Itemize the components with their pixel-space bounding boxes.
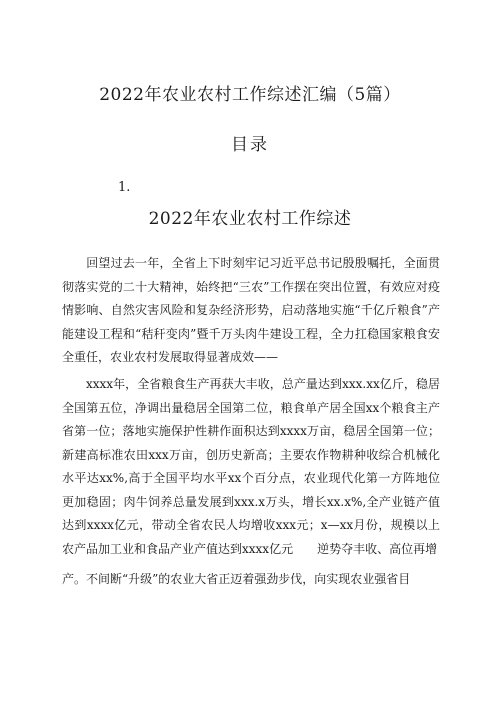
paragraph-continuation: [62, 568, 440, 592]
document-title: 2022年农业农村工作综述汇编（5篇）: [99, 85, 401, 105]
paragraph-statistics-text: xxxx年，全省粮食生产再获大丰收，总产量达到xxx.xx亿斤，稳居全国第五位，净调出量稳居全国第二位，粮食单产居全国xx个粮食主产省第一位；落地实施保护性耕作面积达到xxxx万亩，稳居全国第一位；新建高标准农田xxx万亩，创历史新高；主要农作物耕种收综合机械化水平达xx%,高于全国平均水平xx个百分点，农业现代化第一方阵地位更加稳固；肉牛饲养总量发展到xxx.x万头，增长xx.x%,全产业链产值达到xxxx亿元，带动全省农民人均增收xxx元；x—xx月份，规模以上农产品加工业和食品产业产值达到xxxx亿元 逆势夺丰收、高位再增: [62, 377, 440, 556]
paragraph-intro: [62, 252, 440, 370]
paragraph-intro-text: 回望过去一年，全省上下时刻牢记习近平总书记殷殷嘱托，全面贯彻落实党的二十大精神，始终把“三农”工作摆在突出位置，有效应对疫情影响、自然灾害风险和复杂经济形势，启动落地实施“千亿斤粮食”产能建设工程和“秸秆变肉”暨千万头肉牛建设工程，全力扛稳国家粮食安全重任，农业农村发展取得显著成效——: [62, 256, 440, 364]
article-title: 2022年农业农村工作综述: [148, 209, 352, 229]
toc-heading: 目录: [231, 135, 269, 155]
paragraph-continuation-text: 产。不间断“升级”的农业大省正迈着强劲步伐，向实现农业强省目: [62, 572, 411, 586]
toc-item-number: 1.: [118, 180, 131, 195]
paragraph-statistics: [62, 373, 440, 561]
